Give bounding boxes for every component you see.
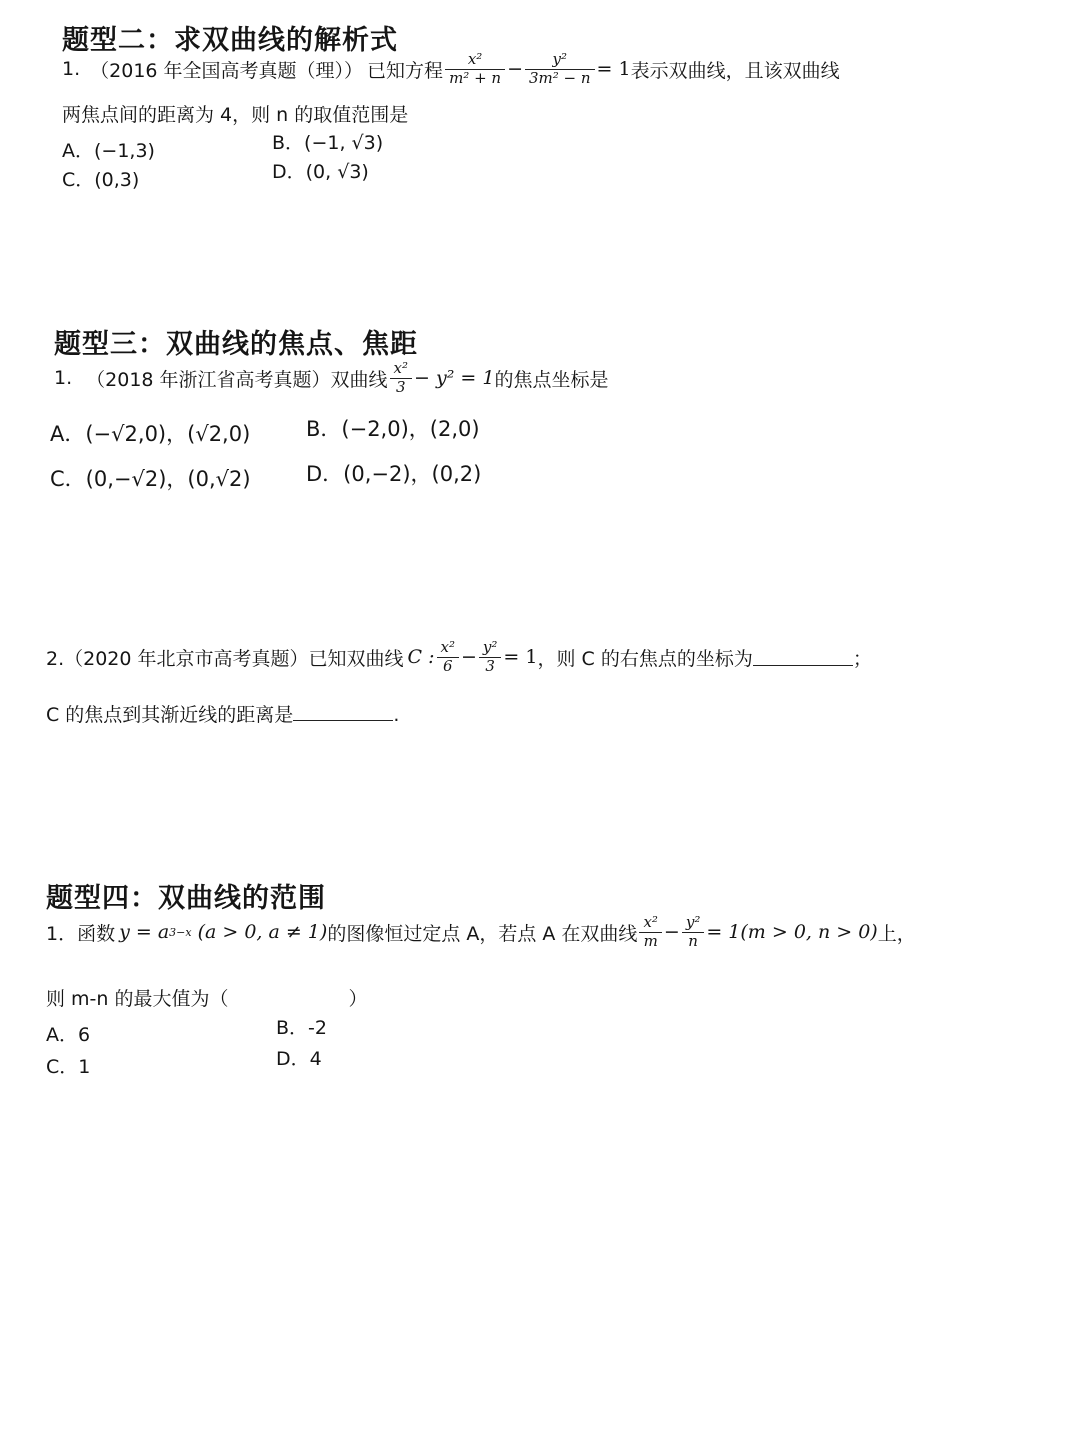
question-3-2 — [46, 628, 872, 686]
condition: (a > 0, a ≠ 1) — [197, 921, 328, 943]
question-source: （2018 年浙江省高考真题）双曲线 — [86, 368, 388, 391]
answer-blank — [753, 649, 853, 666]
denominator: 3 — [485, 656, 495, 675]
minus-sign: − — [663, 921, 680, 943]
question-tail: 上， — [877, 922, 916, 945]
equation-rhs: = 1 — [503, 646, 538, 668]
fraction — [479, 639, 502, 675]
question-number: 1. — [54, 367, 73, 389]
question-3-2-line2 — [46, 700, 399, 727]
question-source: （2016 年全国高考真题（理）） — [90, 59, 364, 82]
equation-rhs: = 1(m > 0, n > 0) — [706, 921, 878, 943]
section-title-2: 题型二：求双曲线的解析式 — [62, 25, 398, 56]
question-text: C 的焦点到其渐近线的距离是 — [46, 704, 294, 726]
section-title-3: 题型三：双曲线的焦点、焦距 — [54, 329, 418, 360]
question-4-1 — [46, 900, 916, 964]
fraction — [682, 914, 705, 950]
question-tail: 的焦点坐标是 — [494, 368, 609, 391]
option-b: B．(−2,0)，(2,0) — [306, 417, 480, 441]
numerator: x² — [390, 360, 412, 378]
question-lead: 1．函数 — [46, 922, 116, 945]
numerator: y² — [479, 639, 502, 657]
denominator: n — [688, 931, 698, 950]
curve-name: C : — [407, 646, 435, 668]
question-2-1-line2: 两焦点间的距离为 4，则 n 的取值范围是 — [62, 104, 409, 126]
denominator: 3 — [396, 377, 406, 396]
punctuation: ） — [348, 988, 368, 1010]
question-text: 则 m-n 的最大值为（ — [46, 988, 229, 1010]
punctuation: . — [393, 704, 400, 726]
fraction — [390, 360, 412, 396]
option-c: C．(0,−√2)，(0,√2) — [50, 467, 251, 491]
denominator: m² + n — [449, 68, 502, 87]
function-exponent: 3−x — [169, 925, 192, 939]
numerator: y² — [525, 51, 595, 69]
punctuation: ； — [852, 647, 872, 670]
option-c: C．(0,3) — [62, 169, 140, 191]
question-3-1 — [54, 350, 608, 406]
denominator: m — [643, 931, 658, 950]
answer-blank — [293, 704, 393, 721]
fraction — [525, 51, 595, 87]
equation-rhs: = 1 — [596, 58, 631, 80]
option-a: A．(−√2,0)，(√2,0) — [50, 422, 251, 446]
question-middle: 的图像恒过定点 A，若点 A 在双曲线 — [327, 922, 638, 945]
function-base: y = a — [119, 921, 170, 943]
option-b: B．(−1, √3) — [272, 132, 384, 154]
option-d: D．4 — [276, 1048, 322, 1070]
question-lead: 已知方程 — [367, 59, 444, 82]
option-d: D．(0,−2)，(0,2) — [306, 462, 482, 486]
option-d: D．(0, √3) — [272, 161, 369, 183]
question-lead: 2.（2020 年北京市高考真题）已知双曲线 — [46, 647, 404, 670]
equation-rest: − y² = 1 — [414, 367, 495, 389]
section-title-4: 题型四：双曲线的范围 — [46, 883, 326, 914]
question-tail: 表示双曲线，且该双曲线 — [630, 59, 840, 82]
numerator: x² — [445, 51, 505, 69]
question-2-1 — [62, 40, 840, 98]
option-c: C．1 — [46, 1056, 91, 1078]
minus-sign: − — [461, 646, 477, 668]
numerator: y² — [682, 914, 705, 932]
fraction — [445, 51, 505, 87]
numerator: x² — [437, 639, 459, 657]
denominator: 6 — [442, 656, 453, 675]
denominator: 3m² − n — [529, 68, 591, 87]
question-number: 1. — [62, 58, 81, 80]
question-tail: ，则 C 的右焦点的坐标为 — [537, 647, 753, 670]
numerator: x² — [639, 914, 661, 932]
question-4-1-line2 — [46, 984, 368, 1011]
fraction — [437, 639, 459, 675]
fraction — [639, 914, 661, 950]
option-a: A．6 — [46, 1024, 91, 1046]
option-a: A．(−1,3) — [62, 140, 155, 162]
minus-sign: − — [507, 58, 523, 80]
option-b: B．-2 — [276, 1017, 327, 1039]
